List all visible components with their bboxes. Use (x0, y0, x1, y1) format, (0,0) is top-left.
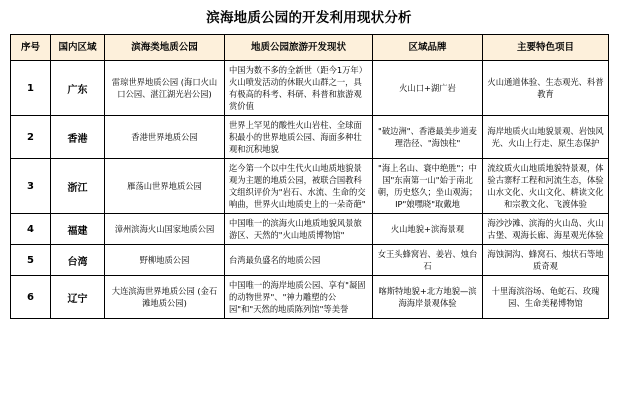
cell-region: 福建 (51, 214, 105, 245)
cell-num: 6 (11, 276, 51, 319)
cell-park: 香港世界地质公园 (105, 116, 225, 159)
cell-status: 台湾最负盛名的地质公园 (225, 245, 373, 276)
column-header-region: 国内区域 (51, 35, 105, 61)
cell-status: 中国为数不多的全新世（距今1万年）火山喷发活动的休眠火山群之一，具有极高的科考、科研、科普和旅游观赏价值 (225, 61, 373, 116)
cell-brand: 火山口+湖广岩 (373, 61, 483, 116)
cell-brand: 火山地貌+滨海景观 (373, 214, 483, 245)
cell-park: 雁荡山世界地质公园 (105, 159, 225, 214)
cell-region: 香港 (51, 116, 105, 159)
table-row (11, 245, 609, 276)
page-title: 滨海地质公园的开发利用现状分析 (206, 10, 412, 26)
cell-brand: 喀斯特地貌+北方地貌—滨海海岸景观体验 (373, 276, 483, 319)
cell-region: 广东 (51, 61, 105, 116)
cell-num: 4 (11, 214, 51, 245)
column-header-items: 主要特色项目 (483, 35, 609, 61)
coastal-geopark-table (10, 34, 609, 319)
cell-items: 海沙沙滩、滨海的火山岛、火山古堡、观海长廊、海星观光体验 (483, 214, 609, 245)
cell-park: 雷琼世界地质公园 (海口火山口公园、湛江湖光岩公园) (105, 61, 225, 116)
cell-park: 大连滨海世界地质公园 (金石滩地质公园) (105, 276, 225, 319)
table-row (11, 276, 609, 319)
cell-region: 辽宁 (51, 276, 105, 319)
cell-brand: "海上名山、寰中绝胜"；中国"东南第一山"始于南北朝，历史悠久；坐山观海；IP"娘嘿晓"取戴地 (373, 159, 483, 214)
column-header-brand: 区域品牌 (373, 35, 483, 61)
cell-items: 十里海滨浴场、龟蛇石、玫瑰园、生命美秘博物馆 (483, 276, 609, 319)
cell-items: 火山通道体验、生态观光、科普教育 (483, 61, 609, 116)
table-row (11, 116, 609, 159)
column-header-park: 滨海类地质公园 (105, 35, 225, 61)
cell-brand: 女王头蜂窝岩、姜岩、烛台石 (373, 245, 483, 276)
table-header-row (11, 35, 609, 61)
cell-items: 海岸地质火山地貌景观、岩蚀风光、火山上行走、原生态保护 (483, 116, 609, 159)
cell-num: 5 (11, 245, 51, 276)
cell-park: 漳州滨海火山国家地质公园 (105, 214, 225, 245)
table-row (11, 159, 609, 214)
table-row (11, 214, 609, 245)
cell-status: 中国唯一的滨海火山地质地貌风景旅游区、天然的"火山地质博物馆" (225, 214, 373, 245)
column-header-num: 序号 (11, 35, 51, 61)
cell-items: 海蚀洞沟、蜂窝石、烛状石等地质奇观 (483, 245, 609, 276)
table-body (11, 61, 609, 319)
table-row (11, 61, 609, 116)
cell-num: 1 (11, 61, 51, 116)
cell-region: 台湾 (51, 245, 105, 276)
cell-status: 中国唯一的海岸地质公园、享有"凝固的动物世界"、"神力雕塑的公园"和"天然的地质陈列馆"等美誉 (225, 276, 373, 319)
cell-status: 世界上罕见的酸性火山岩柱、全球面积最小的世界地质公园、海面多种壮观和沉积地貌 (225, 116, 373, 159)
column-header-status: 地质公园旅游开发现状 (225, 35, 373, 61)
cell-num: 2 (11, 116, 51, 159)
cell-region: 浙江 (51, 159, 105, 214)
cell-items: 流纹质火山地质地貌特景观，体验古寨籽工程和河流生态，体验山水文化、火山文化、耕读文化和宗教文化、飞渡体验 (483, 159, 609, 214)
cell-num: 3 (11, 159, 51, 214)
cell-status: 迄今第一个以中生代火山地质地貌景观为主题的地质公园，被联合国教科文组织评价为"岩石、水流、生命的交响曲，世界火山地质史上的一朵奇葩" (225, 159, 373, 214)
cell-park: 野柳地质公园 (105, 245, 225, 276)
cell-brand: "破边洲"、香港最美步道麦理浩径、"海蚀柱" (373, 116, 483, 159)
